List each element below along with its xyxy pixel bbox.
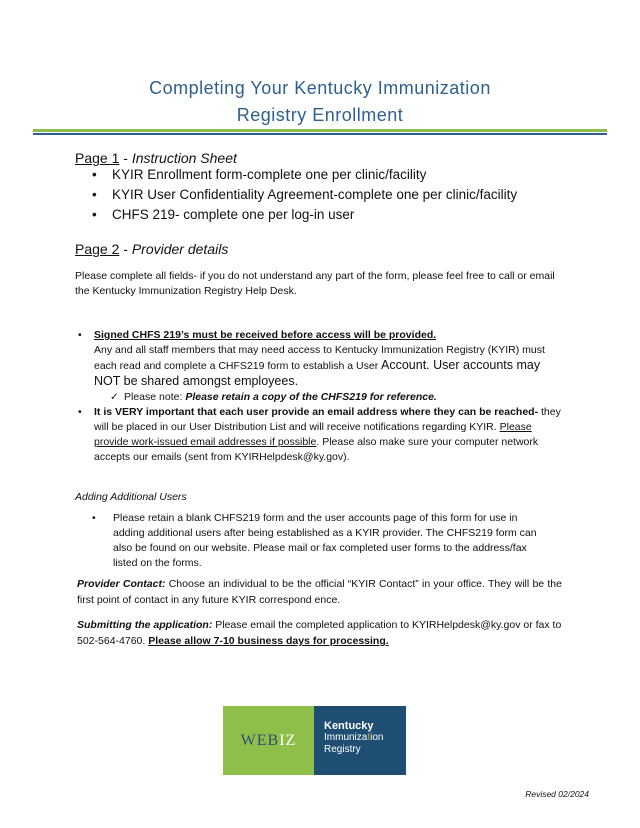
page2-label: Page 2 [75, 241, 120, 257]
logo-immuniza: Immuniza [324, 732, 368, 743]
note-item [78, 390, 568, 405]
submitting-emphasis: Please allow 7-10 business days for processing. [148, 635, 389, 647]
logo-web-text: WEB [240, 731, 280, 749]
list-item: • CHFS 219- complete one per log-in user [92, 205, 517, 225]
blue-divider [33, 133, 607, 135]
adding-users-heading: Adding Additional Users [75, 491, 187, 503]
signed-body: Any and all staff members that may need access to Kentucky Immunization Registry (KYIR) must each read and complete a CHFS219 form to establish a User [94, 344, 545, 372]
adding-users-text: Please retain a blank CHFS219 form and the user accounts page of this form for use in adding additional users after being established as a KYIR provider. The CHFS219 form can also be found on our website. Please mail or fax completed user forms to the address/fax listed on the forms. [113, 512, 537, 569]
submitting-application [77, 617, 562, 649]
webiz-logo-mark [223, 706, 314, 775]
submitting-text: Please email the completed application to KYIRHelpdesk@ky.gov or fax to 502-564-4760. [77, 619, 562, 647]
list-item-email [78, 405, 568, 465]
submitting-label: Submitting the application: [77, 619, 213, 631]
email-text: they will be placed in our User Distribution List and will receive notifications regarding KYIR. [94, 406, 561, 433]
checkmark-icon: ✓ [110, 391, 119, 403]
page1-sep: - [119, 150, 132, 166]
note-text: Please retain a copy of the CHFS219 for reference. [185, 391, 437, 403]
title-line-1: Completing Your Kentucky Immunization [149, 78, 491, 98]
bullet-icon: • [92, 512, 96, 524]
provider-contact-text: Choose an individual to be the official “KYIR Contact” in your office. They will be the first point of contact in any future KYIR correspond ence. [77, 578, 562, 606]
logo-t: t [367, 732, 371, 743]
list-item-signed [78, 328, 568, 390]
adding-users-list [92, 511, 542, 571]
title-line-2: Registry Enrollment [236, 105, 404, 125]
revised-date: Revised 02/2024 [525, 789, 589, 799]
email-link: Please provide work-issued email addresses if possible [94, 421, 532, 448]
signed-body-large: Account. User accounts may NOT be shared amongst employees. [94, 358, 541, 388]
note-label: Please note: [124, 391, 183, 403]
signed-text [94, 343, 568, 390]
email-heading: It is VERY important that each user provide an email address where they can be reached- [94, 406, 539, 418]
document-title [0, 76, 640, 127]
signed-heading: Signed CHFS 219’s must be received before access will be provided. [94, 329, 437, 341]
page1-name: Instruction Sheet [131, 150, 237, 166]
provider-contact-label: Provider Contact: [77, 578, 166, 590]
page1-label: Page 1 [75, 150, 120, 166]
logo-line-registry: Registry [324, 744, 361, 755]
provider-contact [77, 576, 562, 608]
logo-iz-text: IZ [279, 731, 297, 749]
page2-intro: Please complete all fields- if you do not understand any part of the form, please feel free to call or email the Kentucky Immunization Registry Help Desk. [75, 270, 555, 297]
page2-name: Provider details [131, 241, 229, 257]
list-item: • KYIR Enrollment form-complete one per clinic/facility [92, 165, 517, 185]
page2-heading [75, 240, 228, 258]
requirements-list [78, 328, 568, 465]
list-item [92, 511, 542, 571]
logo-ion: ion [370, 732, 384, 743]
logo-line-kentucky: Kentucky [324, 720, 374, 732]
bullet-icon: • [78, 329, 82, 341]
bullet-icon: • [78, 406, 82, 418]
webiz-logo [223, 706, 406, 775]
page2-sep: - [119, 241, 132, 257]
kyir-logo-text [314, 706, 406, 775]
list-item: • KYIR User Confidentiality Agreement-complete one per clinic/facility [92, 185, 517, 205]
email-tail: . Please also make sure your computer network accepts our emails (sent from KYIRHelpdesk@ky.gov). [94, 436, 539, 463]
logo-line-immunization [324, 732, 406, 744]
green-divider [33, 129, 607, 132]
page1-bullet-list [92, 165, 517, 225]
